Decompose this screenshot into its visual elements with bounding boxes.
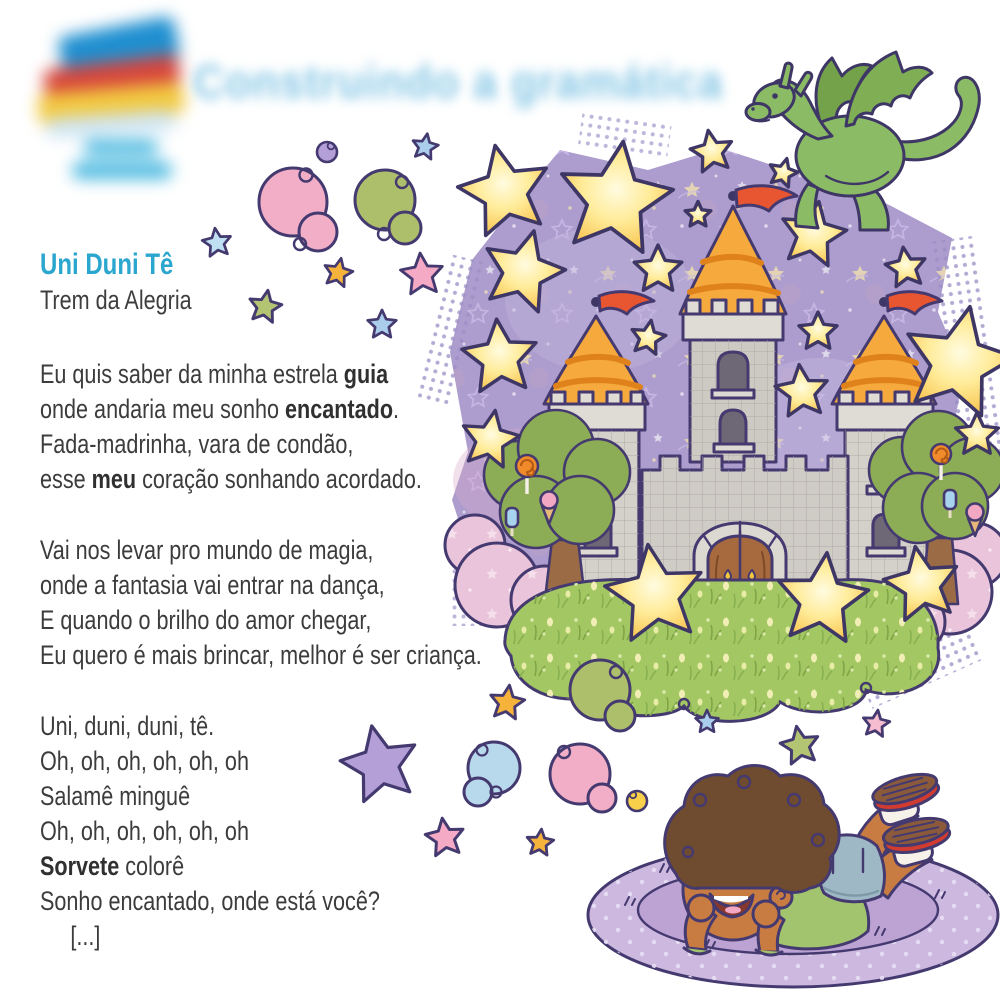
book-stack-logo [22, 12, 202, 202]
lyrics-bold-word: encantado [284, 394, 394, 424]
lyrics-text: onde andaria meu sonho [40, 394, 285, 424]
lyrics-text: colorê [119, 851, 185, 881]
lyrics-text: Fada-madrinha, vara de condão, [40, 429, 354, 459]
lyrics-text: Uni, duni, duni, tê. [40, 711, 215, 741]
lyrics-text: onde a fantasia vai entrar na dança, [40, 570, 385, 600]
lyrics-line [40, 568, 568, 603]
lyrics-text: Eu quis saber da minha estrela [40, 359, 344, 389]
child-hair [665, 766, 840, 893]
song-title: Uni Duni Tê [40, 248, 174, 281]
bubble [355, 170, 421, 244]
lyrics-stanza [40, 357, 568, 497]
logo-wordmark-line1 [84, 140, 158, 155]
lyrics-stanza [40, 533, 568, 673]
sandal-icon [870, 768, 942, 816]
lyrics-line [40, 427, 568, 462]
lyrics-line [40, 603, 568, 638]
lyrics-text: Eu quero é mais brincar, melhor é ser criança. [40, 640, 482, 670]
lyrics-line [40, 638, 568, 673]
lyrics-text: E quando o brilho do amor chegar, [40, 605, 372, 635]
lyrics-text: Salamê minguê [40, 781, 191, 811]
lyrics-text: [...] [70, 921, 101, 951]
dragon-horn [795, 72, 812, 96]
lyrics-text: Sonho encantado, onde está você? [40, 886, 380, 916]
tongue [725, 906, 741, 913]
lyrics-line [40, 709, 568, 744]
child-hand [753, 901, 779, 927]
lyrics-line [40, 919, 568, 954]
lyrics-line [40, 533, 568, 568]
lyrics-line [40, 884, 568, 919]
dragon-wing [846, 52, 932, 126]
lyrics-line [40, 814, 568, 849]
child-hand [688, 895, 714, 921]
lyrics-text: . [393, 394, 400, 424]
chapter-header: Construindo a gramática [193, 55, 724, 108]
lyrics-bold-word: meu [91, 464, 137, 494]
lyrics-text: esse [40, 464, 92, 494]
lyrics-line [40, 462, 568, 497]
lyrics [40, 357, 568, 954]
dragon-eye [772, 93, 778, 99]
window [718, 352, 748, 390]
lyrics-text: Oh, oh, oh, oh, oh, oh [40, 816, 249, 846]
bubble [317, 142, 337, 162]
bubble [627, 791, 647, 811]
lyrics-bold-word: Sorvete [40, 851, 120, 881]
lyrics-line [40, 744, 568, 779]
song-text-column [40, 248, 568, 954]
lyrics-text: Oh, oh, oh, oh, oh, oh [40, 746, 249, 776]
lyrics-bold-word: guia [343, 359, 389, 389]
lyrics-text: Vai nos levar pro mundo de magia, [40, 535, 374, 565]
child-on-rug [588, 766, 998, 988]
song-artist: Trem da Alegria [40, 285, 192, 315]
lyrics-line [40, 357, 568, 392]
lyrics-line [40, 849, 568, 884]
lyrics-line [40, 779, 568, 814]
logo-wordmark-line2 [72, 162, 172, 179]
lyrics-text: coração sonhando acordado. [136, 464, 422, 494]
window [720, 410, 746, 444]
lyrics-line [40, 392, 568, 427]
lyrics-stanza [40, 709, 568, 954]
bubble [259, 168, 337, 251]
